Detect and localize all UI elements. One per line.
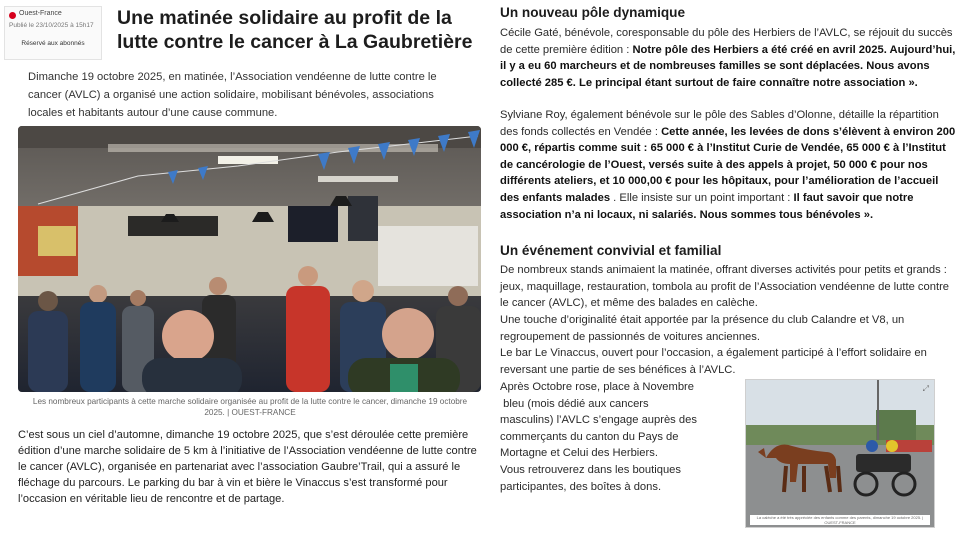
quote-sylviane-volunteers: Il faut savoir que notre association n’a ni locaux, ni salariés. Nous sommes tous bénévoles ». xyxy=(500,191,914,221)
quote-cecile: Notre pôle des Herbiers a été créé en avril 2025. Aujourd’hui, il y a eu 60 marcheurs et de nombreuses familles se sont déplacées. Nous avons collecté 285 €. Le principal étant surtout de faire connaître notre association ». xyxy=(500,43,956,89)
quote-sylviane-funds: Cette année, les levées de dons s’élèvent à environ 200 000 €, répartis comme suit : 65 000 € à l’Institut Curie de Vendée, 65 000 € à l’Institut de cancérologie de l’Ouest, versés suite à des appels à projet, 50 000 € pour nos différents ateliers, et 10 000,00 € pour les hôpitaux, pour l’amélioration de l’accueil des enfants malades xyxy=(500,125,956,204)
badge-subscribers: Réservé aux abonnés xyxy=(21,40,85,47)
paragraph-sylviane xyxy=(500,107,958,223)
paragraph-cecile xyxy=(500,25,958,91)
carriage-photo[interactable] xyxy=(745,379,935,528)
november-line: Mortagne et Celui des Herbiers. xyxy=(500,447,658,460)
heading-new-pole: Un nouveau pôle dynamique xyxy=(500,5,686,20)
article-headline: Une matinée solidaire au profit de la lutte contre le cancer à La Gaubretière xyxy=(117,7,473,53)
badge-source: Ouest-France xyxy=(19,10,62,17)
article-body: C’est sous un ciel d’automne, dimanche 19 octobre 2025, que s’est déroulée cette première édition d’une marche solidaire de 5 km à l’initiative de l’Association vendéenne de lutte contre le cancer (AVLC), organisée en partenariat avec l’association Gaubre’Trail, qui a assuré le fléchage du parcours. Le parking du bar à vin et bière le Vinaccus s’est transformé pour l’occasion en véritable lieu de rencontre et de partage. xyxy=(18,429,477,505)
paragraph-calandre: Une touche d’originalité était apportée par la présence du club Calandre et V8, un regroupement de passionnés de voitures anciennes. xyxy=(500,314,905,343)
heading-event: Un événement convivial et familial xyxy=(500,243,722,258)
publication-badge xyxy=(4,6,102,60)
november-line: commerçants du canton du Pays de xyxy=(500,430,679,443)
paragraph-november xyxy=(500,379,740,495)
badge-date: Publié le 23/10/2025 à 15h17 xyxy=(9,22,94,29)
paragraph-vinaccus: Le bar Le Vinaccus, ouvert pour l’occasion, a également participé à l’effort solidaire en reversant une partie de ses bénéfices à l’AVLC. xyxy=(500,347,927,376)
november-line: participantes, des boîtes à dons. xyxy=(500,480,662,493)
crowd-illustration xyxy=(18,126,481,392)
carriage-illustration xyxy=(746,380,934,527)
november-line: masculins) l’AVLC s’engage auprès des xyxy=(500,414,697,427)
expand-icon[interactable]: ⤢ xyxy=(922,384,929,393)
paragraph-stands: De nombreux stands animaient la matinée, offrant diverses activités pour petits et grands : jeux, maquillage, restauration, tombola au profit de l’Association vendéenne de lutte contre le cancer (AVLC), et même des balades en calèche. xyxy=(500,264,950,310)
paragraph-cecile-intro: Cécile Gaté, bénévole, coresponsable du pôle des Herbiers de l’AVLC, se réjouit du succès de cette première édition : xyxy=(500,27,953,56)
ouest-france-logo-icon xyxy=(9,12,16,19)
paragraph-sylviane-mid: . Elle insiste sur un point important : xyxy=(610,191,794,204)
article-lead: Dimanche 19 octobre 2025, en matinée, l’Association vendéenne de lutte contre le cancer (AVLC) a organisé une action solidaire, mobilisant bénévoles, associations locales et habitants autour d’une cause commune. xyxy=(28,71,437,119)
carriage-photo-caption: La calèche a été très appréciée des enfants comme des parents, dimanche 19 octobre 2025. | OUEST-FRANCE xyxy=(750,515,930,525)
november-line: bleu (mois dédié aux cancers xyxy=(500,397,649,410)
event-crowd-photo xyxy=(18,126,481,392)
paragraph-sylviane-intro: Sylviane Roy, également bénévole sur le pôle des Sables d’Olonne, détaille la répartition des fonds collectés en Vendée : xyxy=(500,109,939,138)
photo-caption: Les nombreux participants à cette marche solidaire organisée au profit de la lutte contre le cancer, dimanche 19 octobre 2025. | OUEST-FRANCE xyxy=(32,397,468,417)
november-line: Après Octobre rose, place à Novembre xyxy=(500,381,695,393)
november-line: Vous retrouverez dans les boutiques xyxy=(500,463,681,476)
